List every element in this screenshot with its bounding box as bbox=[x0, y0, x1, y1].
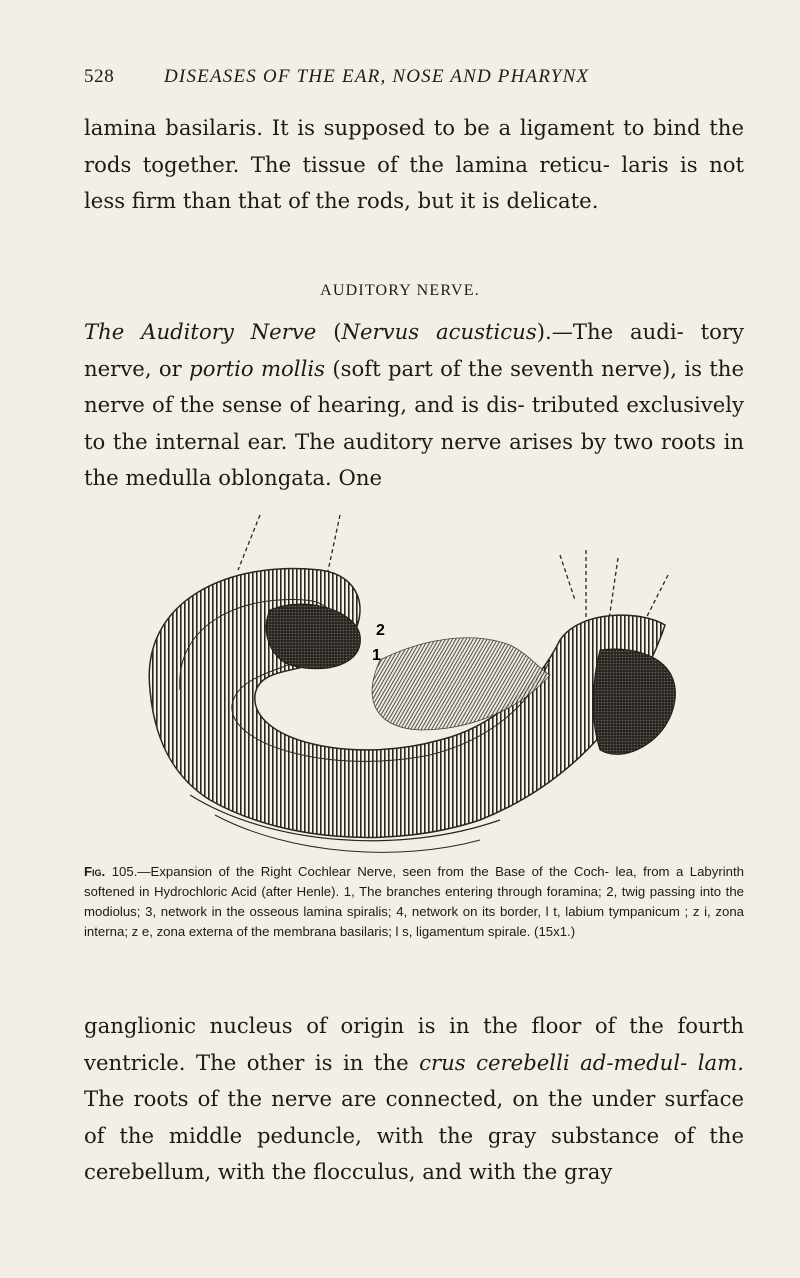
term-crus-cerebelli: crus cerebelli ad-medul- lam. bbox=[419, 1049, 744, 1075]
text-fragment: ).—The audi- tory nerve, or bbox=[84, 319, 744, 381]
running-title: DISEASES OF THE EAR, NOSE AND PHARYNX bbox=[164, 66, 590, 87]
paragraph-auditory-nerve bbox=[84, 314, 744, 497]
term-auditory-nerve: The Auditory Nerve bbox=[84, 319, 317, 344]
figure-label-2: 2 bbox=[376, 622, 385, 639]
text-fragment: The roots of the nerve are connected, on the under surface of the middle peduncle, with the gray substance of the cerebellum, with the flocculus, and with the gray bbox=[84, 1086, 744, 1184]
paragraph-lamina: lamina basilaris. It is supposed to be a ligament to bind the rods together. The tissue of the lamina reticu- laris is not less firm than that of the rods, but it is delicate. bbox=[84, 115, 744, 213]
running-head bbox=[84, 62, 724, 92]
term-portio-mollis: portio mollis bbox=[189, 355, 326, 381]
term-nervus-acusticus: Nervus acusticus bbox=[341, 319, 537, 344]
caption-label: Fig. bbox=[84, 864, 106, 879]
cochlear-nerve-figure bbox=[120, 500, 720, 870]
figure-label-1: 1 bbox=[372, 647, 381, 664]
text-fragment: (soft part of the seventh nerve), is the nerve of the sense of hearing, and is dis- tributed exclusively to the internal ear. The auditory nerve arises by two roots in the medulla oblongata. One bbox=[84, 355, 744, 490]
page-number: 528 bbox=[84, 66, 115, 87]
text-fragment: ganglionic nucleus of origin is in the floor of the fourth ventricle. The other is in the bbox=[84, 1013, 744, 1075]
text-fragment: ( bbox=[316, 319, 342, 344]
section-heading: AUDITORY NERVE. bbox=[320, 282, 480, 299]
caption-text: 105.—Expansion of the Right Cochlear Nerve, seen from the Base of the Coch- lea, from a Labyrinth softened in Hydrochloric Acid (after Henle). 1, The branches entering through foramina; 2, twig passing into the modiolus; 3, network in the osseous lamina spiralis; 4, network on its border, l t, labium tympanicum ; z i, zona interna; z e, zona externa of the membrana basilaris; l s, ligamentum spirale. (15x1.) bbox=[84, 864, 745, 939]
paragraph-ganglionic-nucleus bbox=[84, 1008, 744, 1191]
nerve-mass-right bbox=[593, 649, 675, 754]
figure-caption bbox=[84, 862, 744, 942]
